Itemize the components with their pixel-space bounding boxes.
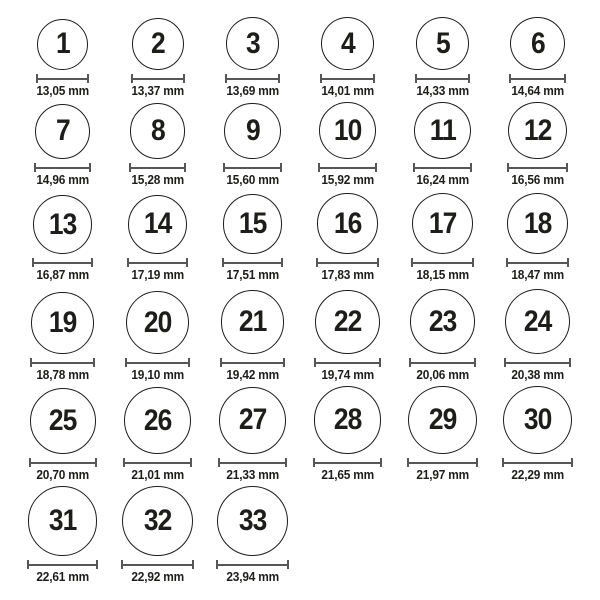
ring-circle (37, 19, 88, 70)
ring-size-number: 32 (143, 504, 172, 538)
diameter-measure-bar (220, 358, 286, 367)
diameter-measure-bar (125, 358, 190, 367)
ring-size-number: 29 (428, 403, 457, 437)
ring-size-row (15, 193, 585, 283)
diameter-measure-bar (507, 163, 567, 172)
diameter-label: 21,33 mm (226, 468, 279, 482)
diameter-measure-line (315, 462, 381, 464)
diameter-measure-bar (320, 74, 375, 83)
diameter-measure-line (131, 167, 185, 169)
diameter-measure-line (504, 462, 571, 464)
diameter-measure-bar (413, 163, 473, 172)
diameter-measure-bar (222, 258, 284, 267)
ring-circle (35, 104, 90, 159)
ring-size-number: 16 (333, 206, 362, 240)
diameter-measure-line (511, 78, 564, 80)
diameter-measure-line (417, 78, 469, 80)
ring-size-number: 19 (48, 305, 77, 339)
diameter-measure-bar (314, 358, 380, 367)
ring-size-cell (205, 486, 300, 585)
ring-size-number: 27 (238, 403, 267, 437)
ring-circle (122, 486, 192, 556)
diameter-measure-bar (223, 163, 281, 172)
diameter-measure-line (129, 262, 186, 264)
ring-size-cell (110, 289, 205, 383)
diameter-measure-line (222, 362, 284, 364)
ring-size-row (15, 17, 585, 99)
diameter-measure-line (413, 262, 472, 264)
ring-size-cell (490, 386, 585, 483)
diameter-label: 21,65 mm (321, 468, 374, 482)
diameter-label: 23,94 mm (226, 570, 279, 584)
ring-size-cell (395, 17, 490, 99)
ring-circle (31, 292, 93, 354)
ring-circle (408, 386, 477, 454)
ring-circle (30, 388, 96, 454)
diameter-label: 17,83 mm (321, 268, 374, 282)
diameter-measure-bar (36, 74, 89, 83)
diameter-label: 15,92 mm (321, 173, 374, 187)
ring-size-row (15, 102, 585, 188)
ring-size-cell (15, 102, 110, 188)
diameter-measure-bar (316, 258, 379, 267)
diameter-measure-bar (407, 458, 478, 467)
ring-circle (505, 289, 570, 354)
diameter-measure-bar (502, 458, 573, 467)
ring-size-number: 28 (333, 403, 362, 437)
ring-circle (412, 193, 473, 254)
diameter-label: 17,51 mm (226, 268, 279, 282)
ring-circle (126, 291, 189, 354)
diameter-label: 14,96 mm (36, 173, 89, 187)
ring-size-number: 6 (530, 26, 545, 60)
diameter-measure-bar (127, 258, 188, 267)
diameter-measure-bar (34, 163, 91, 172)
ring-size-number: 17 (428, 206, 457, 240)
diameter-measure-line (123, 564, 191, 566)
diameter-measure-bar (121, 560, 193, 569)
diameter-measure-line (220, 462, 285, 464)
ring-circle (319, 102, 376, 159)
diameter-label: 21,97 mm (416, 468, 469, 482)
ring-size-number: 14 (143, 207, 172, 241)
ring-size-cell (205, 17, 300, 99)
diameter-label: 20,38 mm (511, 368, 564, 382)
ring-circle (130, 103, 186, 159)
ring-size-cell (300, 17, 395, 99)
diameter-measure-line (322, 78, 373, 80)
ring-size-number: 31 (48, 504, 77, 538)
diameter-measure-line (509, 167, 565, 169)
ring-size-number: 22 (333, 304, 362, 338)
diameter-measure-line (133, 78, 183, 80)
ring-size-cell (395, 386, 490, 483)
diameter-label: 20,70 mm (36, 468, 89, 482)
ring-size-number: 24 (523, 304, 552, 338)
ring-size-cell (15, 486, 110, 585)
ring-size-cell (300, 193, 395, 283)
ring-size-number: 2 (150, 27, 165, 60)
diameter-label: 15,60 mm (226, 173, 279, 187)
diameter-label: 14,64 mm (511, 84, 564, 98)
ring-circle (315, 290, 379, 354)
diameter-measure-line (409, 462, 476, 464)
diameter-label: 22,61 mm (36, 570, 89, 584)
ring-size-cell (15, 386, 110, 483)
diameter-measure-line (508, 262, 568, 264)
ring-size-cell (395, 289, 490, 383)
diameter-measure-bar (30, 358, 94, 367)
diameter-measure-bar (32, 258, 93, 267)
ring-size-cell (15, 193, 110, 283)
ring-circle (223, 194, 283, 254)
ring-size-number: 13 (48, 207, 77, 241)
ring-circle (221, 290, 285, 354)
diameter-measure-line (29, 564, 97, 566)
diameter-measure-bar (509, 74, 566, 83)
diameter-label: 20,06 mm (416, 368, 469, 382)
ring-size-row (15, 386, 585, 483)
ring-size-number: 15 (238, 207, 267, 241)
ring-circle (314, 386, 382, 454)
ring-size-number: 5 (435, 26, 450, 60)
ring-size-number: 3 (245, 26, 260, 60)
ring-size-cell (110, 102, 205, 188)
ring-size-cell (110, 193, 205, 283)
ring-circle (217, 486, 288, 556)
ring-circle (132, 18, 184, 70)
diameter-measure-line (316, 362, 378, 364)
diameter-measure-bar (29, 458, 97, 467)
diameter-measure-bar (27, 560, 99, 569)
diameter-measure-line (127, 362, 188, 364)
diameter-label: 16,24 mm (416, 173, 469, 187)
diameter-measure-bar (415, 74, 471, 83)
diameter-label: 19,10 mm (131, 368, 184, 382)
diameter-measure-line (411, 362, 474, 364)
ring-circle (33, 195, 92, 254)
ring-size-cell (205, 386, 300, 483)
ring-size-row (15, 486, 585, 585)
ring-size-number: 23 (428, 304, 457, 338)
ring-circle (414, 102, 472, 159)
ring-size-cell (490, 193, 585, 283)
diameter-measure-line (125, 462, 190, 464)
ring-size-cell (490, 102, 585, 188)
ring-circle (317, 193, 378, 254)
ring-size-cell (110, 17, 205, 99)
diameter-label: 18,15 mm (416, 268, 469, 282)
ring-size-number: 9 (245, 113, 260, 147)
ring-size-number: 4 (340, 26, 355, 60)
ring-circle (410, 289, 475, 354)
ring-circle (226, 17, 279, 70)
ring-size-cell (490, 289, 585, 383)
ring-circle (507, 193, 569, 254)
ring-size-cell (300, 289, 395, 383)
diameter-label: 22,29 mm (511, 468, 564, 482)
diameter-measure-bar (504, 358, 571, 367)
diameter-label: 17,19 mm (131, 268, 184, 282)
diameter-label: 21,01 mm (131, 468, 184, 482)
diameter-label: 14,01 mm (321, 84, 374, 98)
ring-size-cell (205, 102, 300, 188)
diameter-measure-line (218, 564, 287, 566)
ring-circle (416, 17, 470, 70)
ring-circle (321, 17, 374, 70)
diameter-measure-line (506, 362, 569, 364)
diameter-measure-line (31, 462, 95, 464)
diameter-label: 14,33 mm (416, 84, 469, 98)
ring-size-number: 1 (55, 27, 70, 61)
ring-size-number: 7 (55, 114, 70, 148)
diameter-measure-line (32, 362, 92, 364)
ring-size-cell (300, 102, 395, 188)
ring-circle (28, 486, 98, 556)
diameter-measure-line (38, 78, 87, 80)
ring-circle (510, 17, 565, 70)
diameter-measure-bar (506, 258, 570, 267)
ring-size-number: 20 (143, 305, 172, 339)
ring-circle (124, 387, 191, 454)
ring-size-cell (15, 289, 110, 383)
diameter-label: 18,47 mm (511, 268, 564, 282)
diameter-label: 16,56 mm (511, 173, 564, 187)
ring-size-cell (395, 102, 490, 188)
ring-size-row (15, 289, 585, 383)
ring-size-cell (205, 193, 300, 283)
ring-circle (128, 195, 187, 254)
diameter-measure-bar (313, 458, 383, 467)
ring-size-cell (15, 17, 110, 99)
diameter-measure-line (227, 78, 278, 80)
ring-circle (219, 387, 286, 454)
diameter-measure-bar (216, 560, 289, 569)
ring-circle (508, 102, 566, 159)
diameter-label: 13,69 mm (226, 84, 279, 98)
ring-size-cell (110, 486, 205, 585)
ring-size-number: 12 (523, 113, 552, 147)
ring-size-number: 26 (143, 403, 172, 437)
diameter-label: 22,92 mm (131, 570, 184, 584)
diameter-label: 19,74 mm (321, 368, 374, 382)
diameter-label: 19,42 mm (226, 368, 279, 382)
diameter-measure-line (415, 167, 471, 169)
diameter-measure-line (320, 167, 375, 169)
ring-size-cell (110, 386, 205, 483)
diameter-label: 18,78 mm (36, 368, 89, 382)
diameter-label: 16,87 mm (36, 268, 89, 282)
diameter-measure-line (318, 262, 377, 264)
diameter-measure-bar (409, 358, 476, 367)
diameter-measure-bar (218, 458, 287, 467)
ring-size-cell (300, 386, 395, 483)
ring-size-number: 18 (523, 206, 552, 240)
diameter-measure-bar (131, 74, 185, 83)
ring-size-chart (15, 0, 585, 585)
diameter-measure-bar (129, 163, 187, 172)
ring-size-cell (395, 193, 490, 283)
diameter-measure-line (34, 262, 91, 264)
ring-size-number: 30 (523, 403, 552, 437)
ring-size-cell (490, 17, 585, 99)
diameter-measure-line (224, 262, 282, 264)
diameter-measure-line (225, 167, 279, 169)
diameter-label: 15,28 mm (131, 173, 184, 187)
ring-circle (503, 386, 572, 454)
ring-size-number: 8 (150, 114, 165, 148)
diameter-measure-line (36, 167, 89, 169)
ring-size-number: 33 (238, 504, 267, 538)
ring-size-number: 21 (238, 305, 267, 339)
diameter-label: 13,05 mm (36, 84, 89, 98)
diameter-measure-bar (225, 74, 280, 83)
ring-size-number: 11 (429, 113, 456, 147)
diameter-measure-bar (411, 258, 474, 267)
diameter-label: 13,37 mm (131, 84, 184, 98)
diameter-measure-bar (123, 458, 192, 467)
ring-size-number: 10 (333, 113, 362, 147)
ring-size-number: 25 (48, 404, 77, 437)
ring-circle (224, 103, 280, 159)
ring-size-cell (205, 289, 300, 383)
diameter-measure-bar (318, 163, 377, 172)
